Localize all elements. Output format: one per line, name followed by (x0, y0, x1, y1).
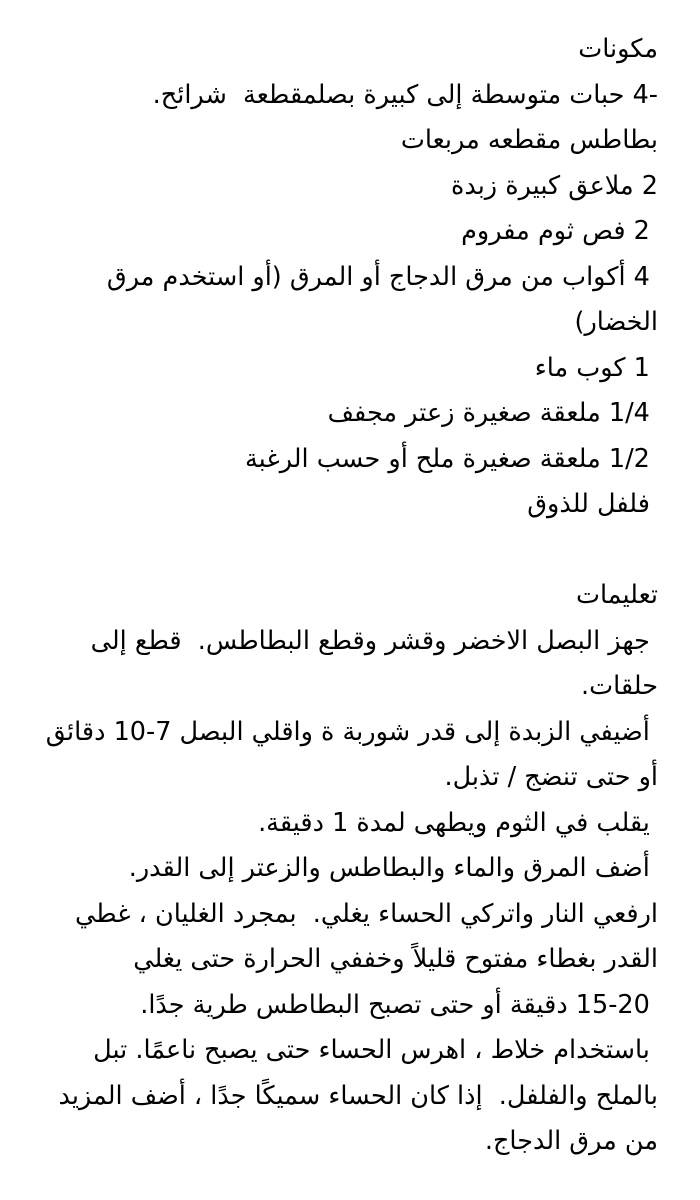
instruction-step: ارفعي النار واتركي الحساء يغلي. بمجرد الغليان ، غطي القدر بغطاء مفتوح قليلاً وخففي الحرارة حتى يغلي (66, 898, 658, 974)
ingredient-item: فلفل للذوق (527, 489, 658, 519)
ingredient-item: 1 كوب ماء (534, 352, 658, 383)
instruction-step: يقلب في الثوم ويطهى لمدة 1 دقيقة. (258, 807, 658, 838)
instruction-step: 15-20 دقيقة أو حتى تصبح البطاطس طرية جدًا. (140, 989, 658, 1020)
ingredient-item: 2 ملاعق كبيرة زبدة (450, 170, 658, 201)
ingredients-heading: مكونات (578, 34, 658, 64)
instruction-step: جهز البصل الاخضر وقشر وقطع البطاطس. قطع إلى حلقات. (82, 625, 658, 701)
ingredient-item: -4 حبات متوسطة إلى كبيرة بصلمقطعة شرائح. (152, 79, 658, 110)
ingredient-item: 2 فص ثوم مفروم (461, 216, 658, 246)
ingredient-item: 4 أكواب من مرق الدجاج أو المرق (أو استخدم مرق الخضار) (98, 261, 658, 337)
ingredient-item: 1/2 ملعقة صغيرة ملح أو حسب الرغبة (245, 443, 658, 474)
instruction-step: أضف المرق والماء والبطاطس والزعتر إلى القدر. (128, 853, 658, 883)
instruction-step: باستخدام خلاط ، اهرس الحساء حتى يصبح ناعمًا. تبل بالملح والفلفل. إذا كان الحساء سميكًا جدًا ، أضف المزيد من مرق الدجاج. (50, 1035, 658, 1156)
ingredient-item: 1/4 ملعقة صغيرة زعتر مجفف (327, 398, 658, 428)
instructions-heading: تعليمات (575, 580, 658, 610)
instruction-step: أضيفي الزبدة إلى قدر شوربة ة واقلي البصل 7-10 دقائق أو حتى تنضج / تذبل. (37, 716, 658, 792)
ingredient-item: بطاطس مقطعه مربعات (400, 125, 658, 155)
section-spacer (40, 528, 658, 574)
